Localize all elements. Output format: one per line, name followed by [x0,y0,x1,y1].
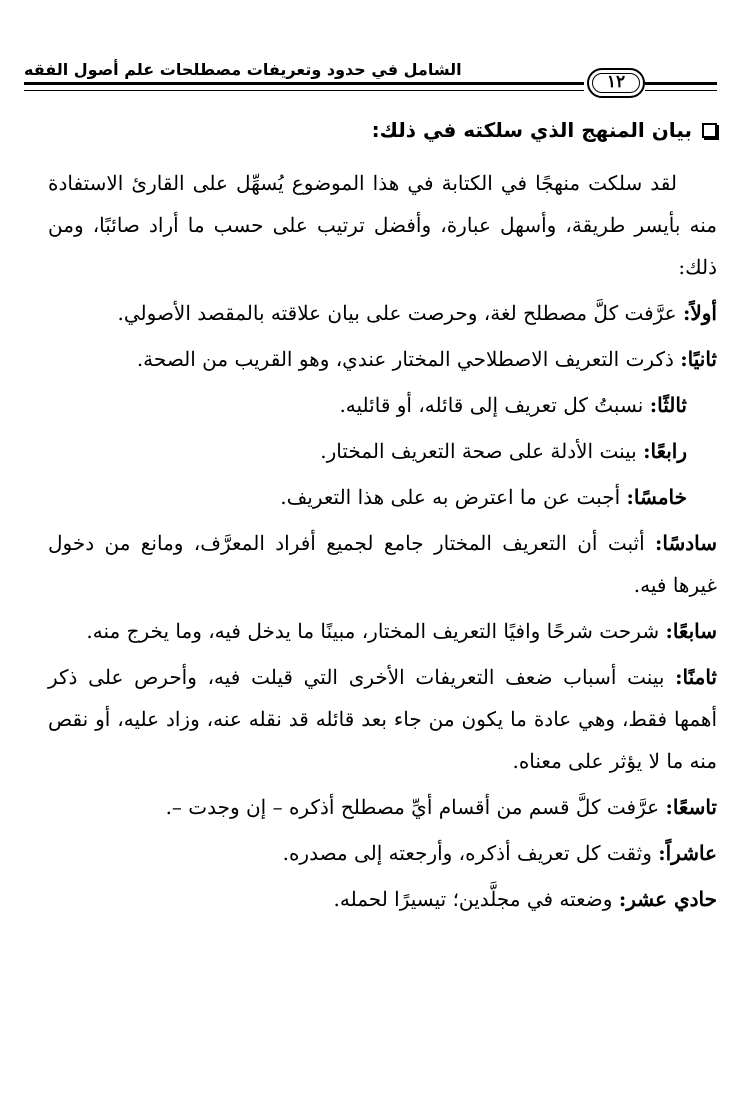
item-label: ثانيًا: [680,347,717,371]
item-label: ثامنًا: [675,665,717,689]
header-rule-right-bottom [645,90,717,91]
item-text: أثبت أن التعريف المختار جامع لجميع أفراد المعرَّف، ومانع من دخول غيرها فيه. [48,531,717,597]
item-text: شرحت شرحًا وافيًا التعريف المختار، مبينًا ما يدخل فيه، وما يخرج منه. [86,619,660,643]
section-heading-text: بيان المنهج الذي سلكته في ذلك: [371,118,692,142]
item-text: أجبت عن ما اعترض به على هذا التعريف. [280,485,621,509]
item-text: عرَّفت كلَّ قسم من أقسام أيِّ مصطلح أذكره – إن وجدت –. [165,795,660,819]
intro-paragraph: لقد سلكت منهجًا في الكتابة في هذا الموضوع يُسهِّل على القارئ الاستفادة منه بأيسر طريقة، وأسهل عبارة، وأفضل ترتيب على حسب ما أراد صائبًا، ومن ذلك: [48,171,717,279]
section-heading [372,118,717,142]
method-item-9 [48,786,717,828]
item-label: تاسعًا: [665,795,717,819]
item-label: أولاً: [682,301,717,325]
page-number-frame [587,68,645,98]
item-text: وثقت كل تعريف أذكره، وأرجعته إلى مصدره. [282,841,652,865]
page-body [48,162,717,924]
item-text: بينت أسباب ضعف التعريفات الأخرى التي قيلت فيه، وأحرص على ذكر أهمها فقط، وهي عادة ما يكون من جاء بعد قائله قد نقله عنه، وزاد عليه، أو نقص منه ما لا يؤثر على معناه. [48,665,717,773]
method-item-5 [48,476,717,518]
method-item-10 [48,832,717,874]
method-item-7 [48,610,717,652]
header-rule-bottom [24,90,584,91]
method-item-11 [48,878,717,920]
item-label: رابعًا: [643,439,687,463]
item-label: خامسًا: [626,485,687,509]
page-number: ١٢ [606,72,626,92]
item-text: ذكرت التعريف الاصطلاحي المختار عندي، وهو القريب من الصحة. [136,347,674,371]
header-rule-right-top [645,82,717,85]
running-header-title: الشامل في حدود وتعريفات مصطلحات علم أصول الفقه [24,60,462,79]
item-label: عاشراً: [658,841,717,865]
method-item-2 [48,338,717,380]
method-item-1 [48,292,717,334]
header-rule-top [24,82,584,85]
item-text: نسبتُ كل تعريف إلى قائله، أو قائليه. [339,393,644,417]
method-item-8 [48,656,717,782]
item-text: عرَّفت كلَّ مصطلح لغة، وحرصت على بيان علاقته بالمقصد الأصولي. [117,301,677,325]
item-label: سابعًا: [665,619,717,643]
square-bullet-icon [702,123,717,138]
method-item-3 [48,384,717,426]
item-label: حادي عشر: [618,887,717,911]
method-item-4 [48,430,717,472]
method-item-6 [48,522,717,606]
item-text: وضعته في مجلَّدين؛ تيسيرًا لحمله. [333,887,613,911]
item-label: سادسًا: [655,531,718,555]
item-text: بينت الأدلة على صحة التعريف المختار. [320,439,637,463]
item-label: ثالثًا: [649,393,687,417]
